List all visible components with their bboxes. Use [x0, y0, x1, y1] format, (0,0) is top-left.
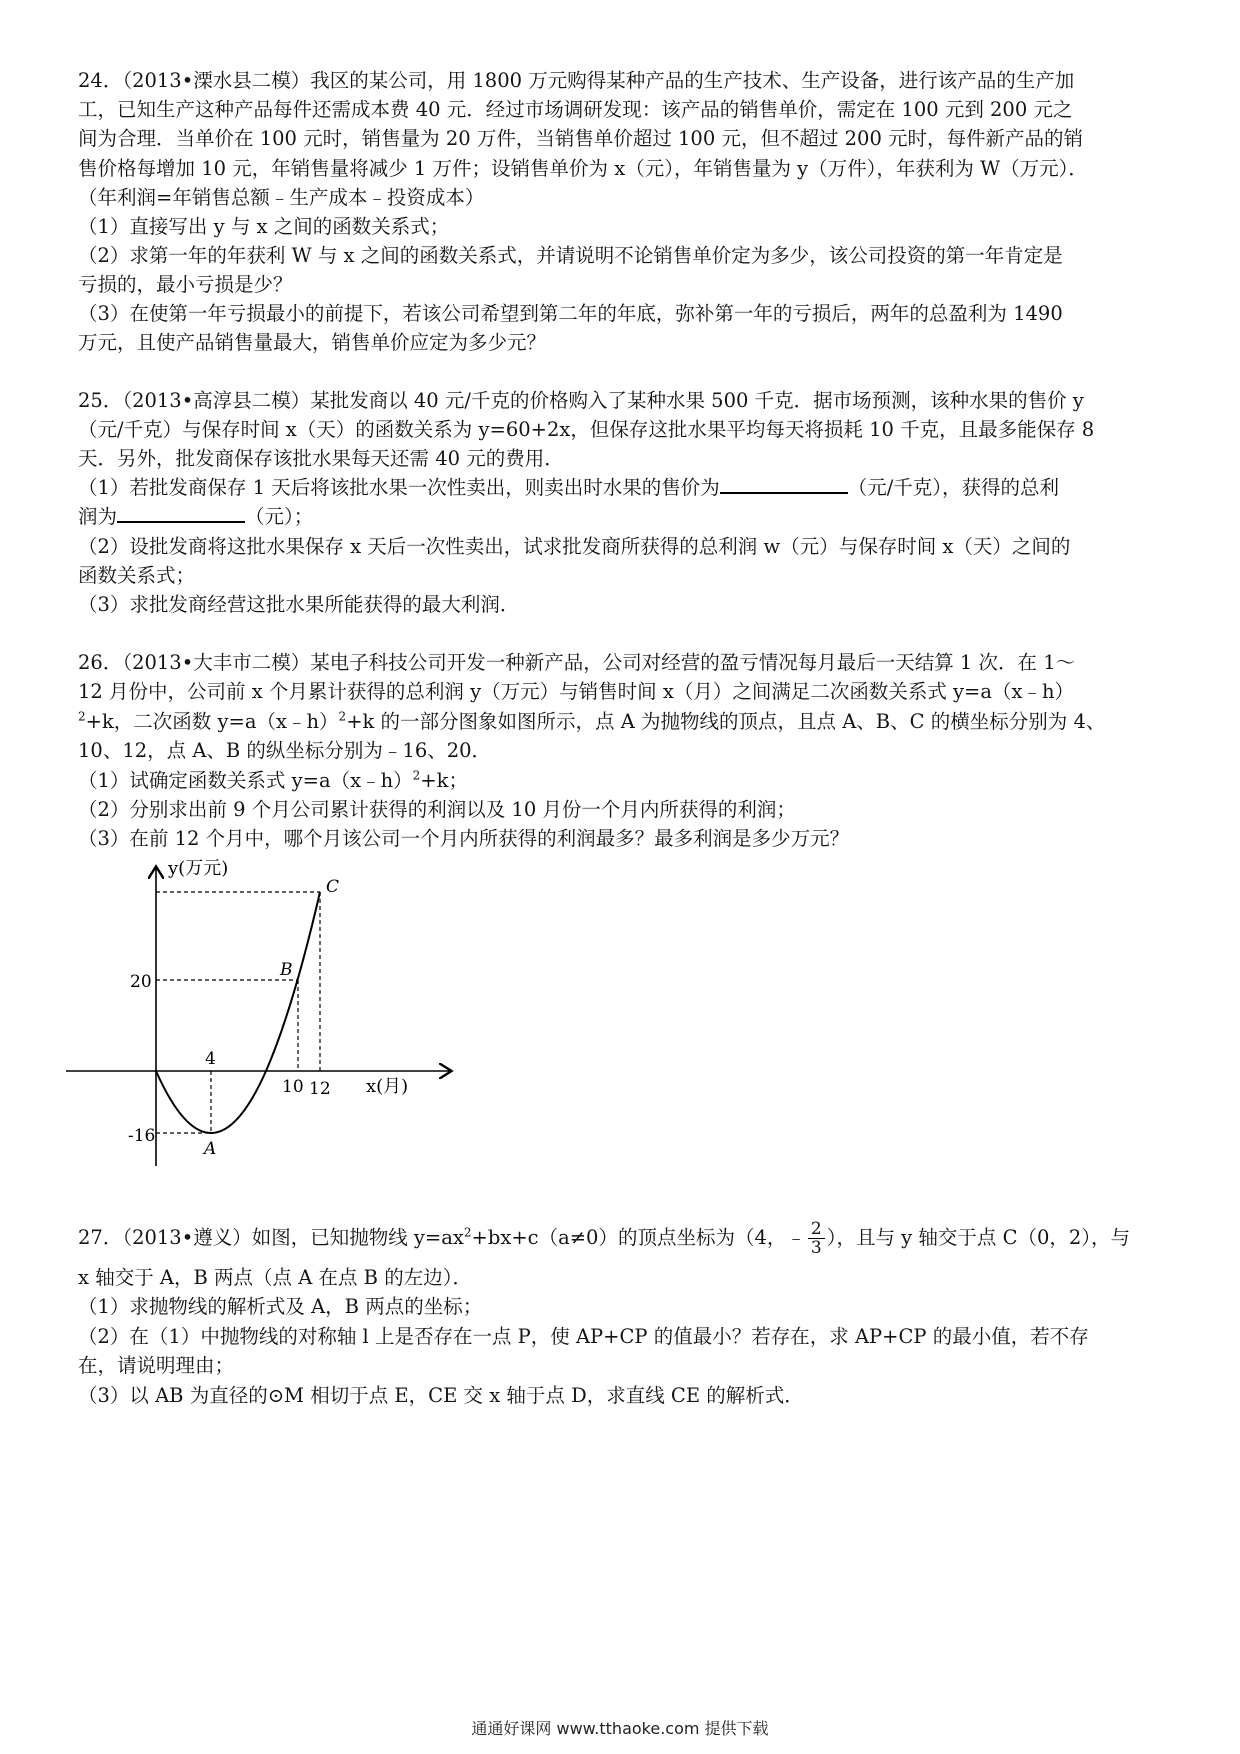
tick-label-4: 4 — [205, 1049, 216, 1069]
q26-text: +k，二次函数 y=a（x﹣h） — [85, 710, 339, 733]
q25-part3: （3）求批发商经营这批水果所能获得的最大利润． — [78, 593, 520, 616]
q27-text: +bx+c（a≠0）的顶点坐标为（4，﹣ — [471, 1226, 806, 1249]
q26-line — [78, 707, 1178, 737]
q26-line: 10、12，点 A、B 的纵坐标分别为﹣16、20． — [78, 739, 492, 762]
answer-blank-price[interactable] — [720, 474, 848, 494]
q24-line: 万元，且使产品销售量最大，销售单价应定为多少元？ — [78, 331, 547, 354]
parabola-graph — [60, 858, 480, 1178]
q27-line — [78, 1218, 1178, 1258]
tick-label-20: 20 — [130, 972, 152, 992]
q27-text: ），且与 y 轴交于点 C（0，2），与 — [826, 1226, 1131, 1249]
q26-line: 26．（2013•大丰市二模）某电子科技公司开发一种新产品，公司对经营的盈亏情况每月最后一天结算 1 次．在 1～ — [78, 651, 1076, 674]
q26-part1 — [78, 766, 1178, 796]
q26-part2: （2）分别求出前 9 个月公司累计获得的利润以及 10 月份一个月内所获得的利润； — [78, 798, 796, 821]
q27-line: x 轴交于 A，B 两点（点 A 在点 B 的左边）． — [78, 1266, 472, 1289]
q26-text: +k； — [420, 769, 468, 792]
fraction-denominator: 3 — [810, 1238, 822, 1258]
point-label-c: C — [326, 877, 340, 897]
q24-line: 工，已知生产这种产品每件还需成本费 40 元．经过市场调研发现：该产品的销售单价，需定在 100 元到 200 元之 — [78, 98, 1073, 121]
superscript: 2 — [412, 768, 421, 783]
q25-part2: （2）设批发商将这批水果保存 x 天后一次性卖出，试求批发商所获得的总利润 w（元）与保存时间 x（天）之间的 — [78, 535, 1071, 558]
q27-line: 在，请说明理由； — [78, 1354, 235, 1377]
point-label-a: A — [204, 1139, 217, 1159]
point-label-b: B — [280, 960, 293, 980]
q25-part1-text: （元）； — [245, 505, 314, 528]
superscript: 2 — [78, 709, 86, 724]
q24-part3: （3）在使第一年亏损最小的前提下，若该公司希望到第二年的年底，弥补第一年的亏损后，两年的总盈利为 1490 — [78, 302, 1063, 325]
q25-part1-cont — [78, 502, 1178, 532]
q27-text: 27．（2013•遵义）如图，已知抛物线 y=ax — [78, 1226, 464, 1249]
x-axis-label: x(月) — [366, 1076, 409, 1097]
fraction-two-thirds — [808, 1220, 825, 1257]
q26-line: 12 月份中，公司前 x 个月累计获得的总利润 y（万元）与销售时间 x（月）之间满足二次函数关系式 y=a（x﹣h） — [78, 680, 1075, 703]
q25-part1 — [78, 473, 1178, 503]
q26-part3: （3）在前 12 个月中，哪个月该公司一个月内所获得的利润最多？最多利润是多少万元？ — [78, 827, 850, 850]
q27-part1: （1）求抛物线的解析式及 A，B 两点的坐标； — [78, 1295, 483, 1318]
q25-line: 25．（2013•高淳县二模）某批发商以 40 元/千克的价格购入了某种水果 500 千克．据市场预测，该种水果的售价 y — [78, 389, 1084, 412]
q25-part1-text: （元/千克），获得的总利 — [847, 476, 1060, 499]
fraction-numerator: 2 — [808, 1220, 825, 1239]
q25-line: 函数关系式； — [78, 564, 196, 587]
q24-line: 亏损的，最小亏损是少？ — [78, 273, 293, 296]
q25-part1-text: 润为 — [78, 505, 118, 528]
superscript: 2 — [338, 709, 347, 724]
q24-line: 间为合理．当单价在 100 元时，销售量为 20 万件，当销售单价超过 100 元，但不超过 200 元时，每件新产品的销 — [78, 127, 1084, 150]
q25-line: （元/千克）与保存时间 x（天）的函数关系为 y=60+2x，但保存这批水果平均每天将损耗 10 千克，且最多能保存 8 — [78, 418, 1095, 441]
superscript: 2 — [463, 1225, 472, 1240]
tick-label-12: 12 — [309, 1079, 331, 1099]
q25-line: 天．另外，批发商保存该批水果每天还需 40 元的费用． — [78, 447, 564, 470]
q24-line: 售价格每增加 10 元，年销售量将减少 1 万件；设销售单价为 x（元），年销售量为 y（万件），年获利为 W（万元）． — [78, 157, 1088, 180]
y-axis-label: y(万元) — [168, 858, 229, 879]
q27-part2: （2）在（1）中抛物线的对称轴 l 上是否存在一点 P，使 AP+CP 的值最小？若存在，求 AP+CP 的最小值，若不存 — [78, 1325, 1089, 1348]
answer-blank-profit[interactable] — [117, 503, 245, 523]
q27-part3: （3）以 AB 为直径的⊙M 相切于点 E，CE 交 x 轴于点 D，求直线 CE 的解析式． — [78, 1384, 804, 1407]
tick-label-neg16: -16 — [128, 1126, 156, 1146]
tick-label-10: 10 — [282, 1077, 304, 1097]
q24-line: 24．（2013•溧水县二模）我区的某公司，用 1800 万元购得某种产品的生产技术、生产设备，进行该产品的生产加 — [78, 69, 1075, 92]
page-footer: 通通好课网 www.tthaoke.com 提供下载 — [471, 1719, 769, 1738]
q26-text: +k 的一部分图象如图所示，点 A 为抛物线的顶点，且点 A、B、C 的横坐标分别为 4、 — [346, 710, 1106, 733]
q25-part1-text: （1）若批发商保存 1 天后将该批水果一次性卖出，则卖出时水果的售价为 — [78, 476, 720, 499]
q24-part2: （2）求第一年的年获利 W 与 x 之间的函数关系式，并请说明不论销售单价定为多少，该公司投资的第一年肯定是 — [78, 244, 1063, 267]
q24-part1: （1）直接写出 y 与 x 之间的函数关系式； — [78, 215, 450, 238]
q24-line: （年利润=年销售总额﹣生产成本﹣投资成本） — [78, 186, 485, 209]
q26-text: （1）试确定函数关系式 y=a（x﹣h） — [78, 769, 413, 792]
